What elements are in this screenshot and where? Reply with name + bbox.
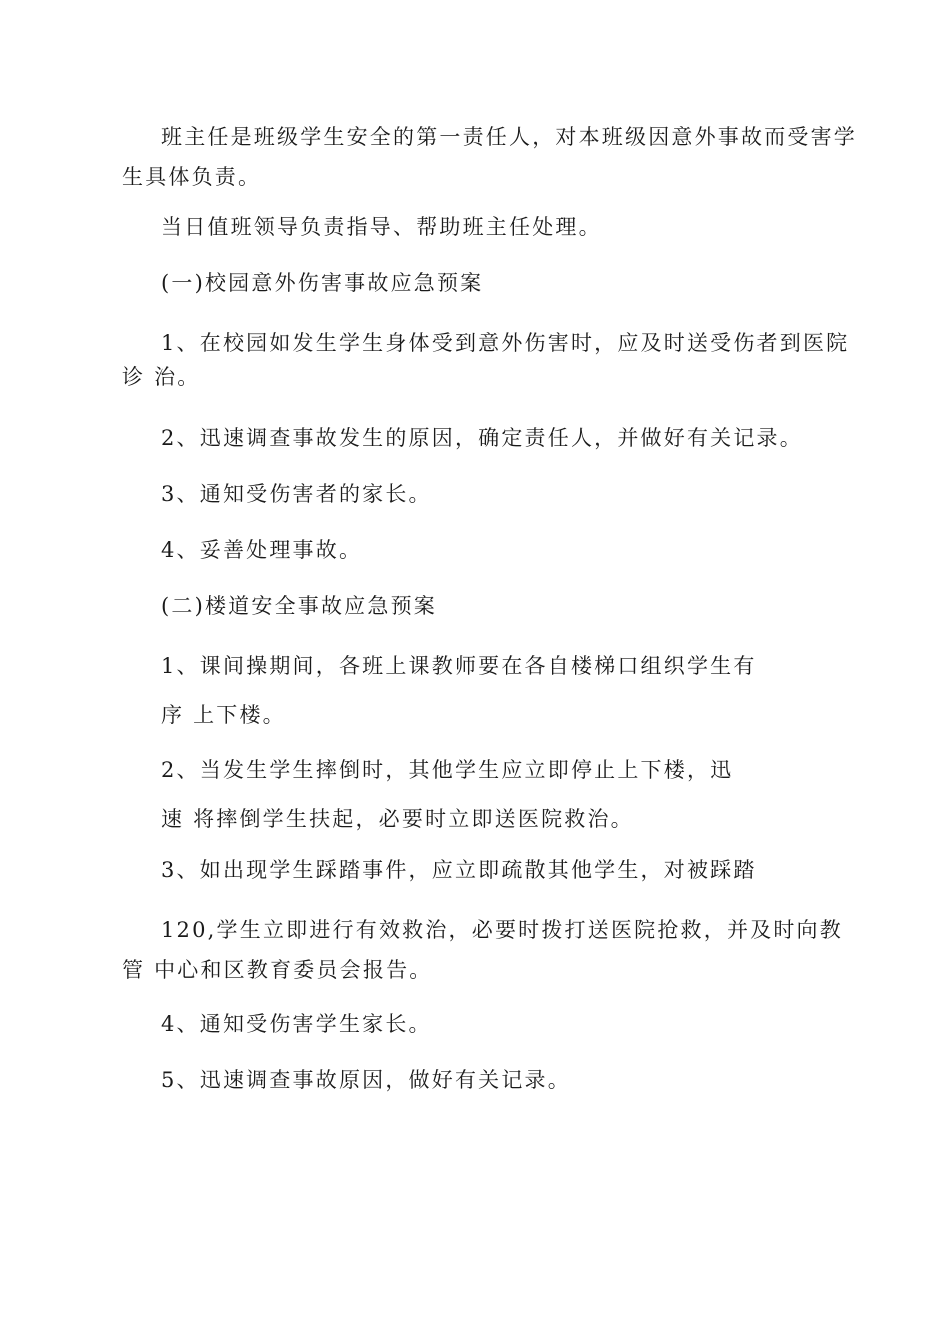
list-item-stairway-3: 3、如出现学生踩踏事件，应立即疏散其他学生，对被踩踏 [161, 858, 757, 882]
list-item-stairway-5: 5、迅速调查事故原因，做好有关记录。 [161, 1068, 571, 1092]
list-item-campus-2: 2、迅速调查事故发生的原因，确定责任人，并做好有关记录。 [161, 426, 803, 450]
list-item-stairway-3-cont-2: 管 中心和区教育委员会报告。 [122, 958, 433, 982]
list-item-stairway-1: 1、课间操期间，各班上课教师要在各自楼梯口组织学生有 [161, 654, 757, 678]
list-item-campus-3: 3、通知受伤害者的家长。 [161, 482, 432, 506]
list-item-stairway-2: 2、当发生学生摔倒时，其他学生应立即停止上下楼，迅 [161, 758, 734, 782]
list-item-campus-1-cont: 诊 治。 [122, 365, 201, 389]
list-item-stairway-3-cont: 120,学生立即进行有效救治，必要时拨打送医院抢救，并及时向教 [161, 918, 843, 942]
list-item-campus-1: 1、在校园如发生学生身体受到意外伤害时，应及时送受伤者到医院 [161, 331, 850, 355]
list-item-stairway-1-cont: 序 上下楼。 [161, 703, 286, 727]
paragraph-line-responsibility-cont: 生具体负责。 [122, 165, 262, 189]
list-item-campus-4: 4、妥善处理事故。 [161, 538, 363, 562]
paragraph-line-duty-leader: 当日值班领导负责指导、帮助班主任处理。 [161, 215, 602, 239]
list-item-stairway-2-cont: 速 将摔倒学生扶起，必要时立即送医院救治。 [161, 807, 634, 831]
section-heading-stairway-safety: (二)楼道安全事故应急预案 [161, 594, 437, 618]
paragraph-line-responsibility: 班主任是班级学生安全的第一责任人，对本班级因意外事故而受害学 [161, 125, 857, 149]
list-item-stairway-4: 4、通知受伤害学生家长。 [161, 1012, 432, 1036]
section-heading-campus-injury: (一)校园意外伤害事故应急预案 [161, 271, 484, 295]
